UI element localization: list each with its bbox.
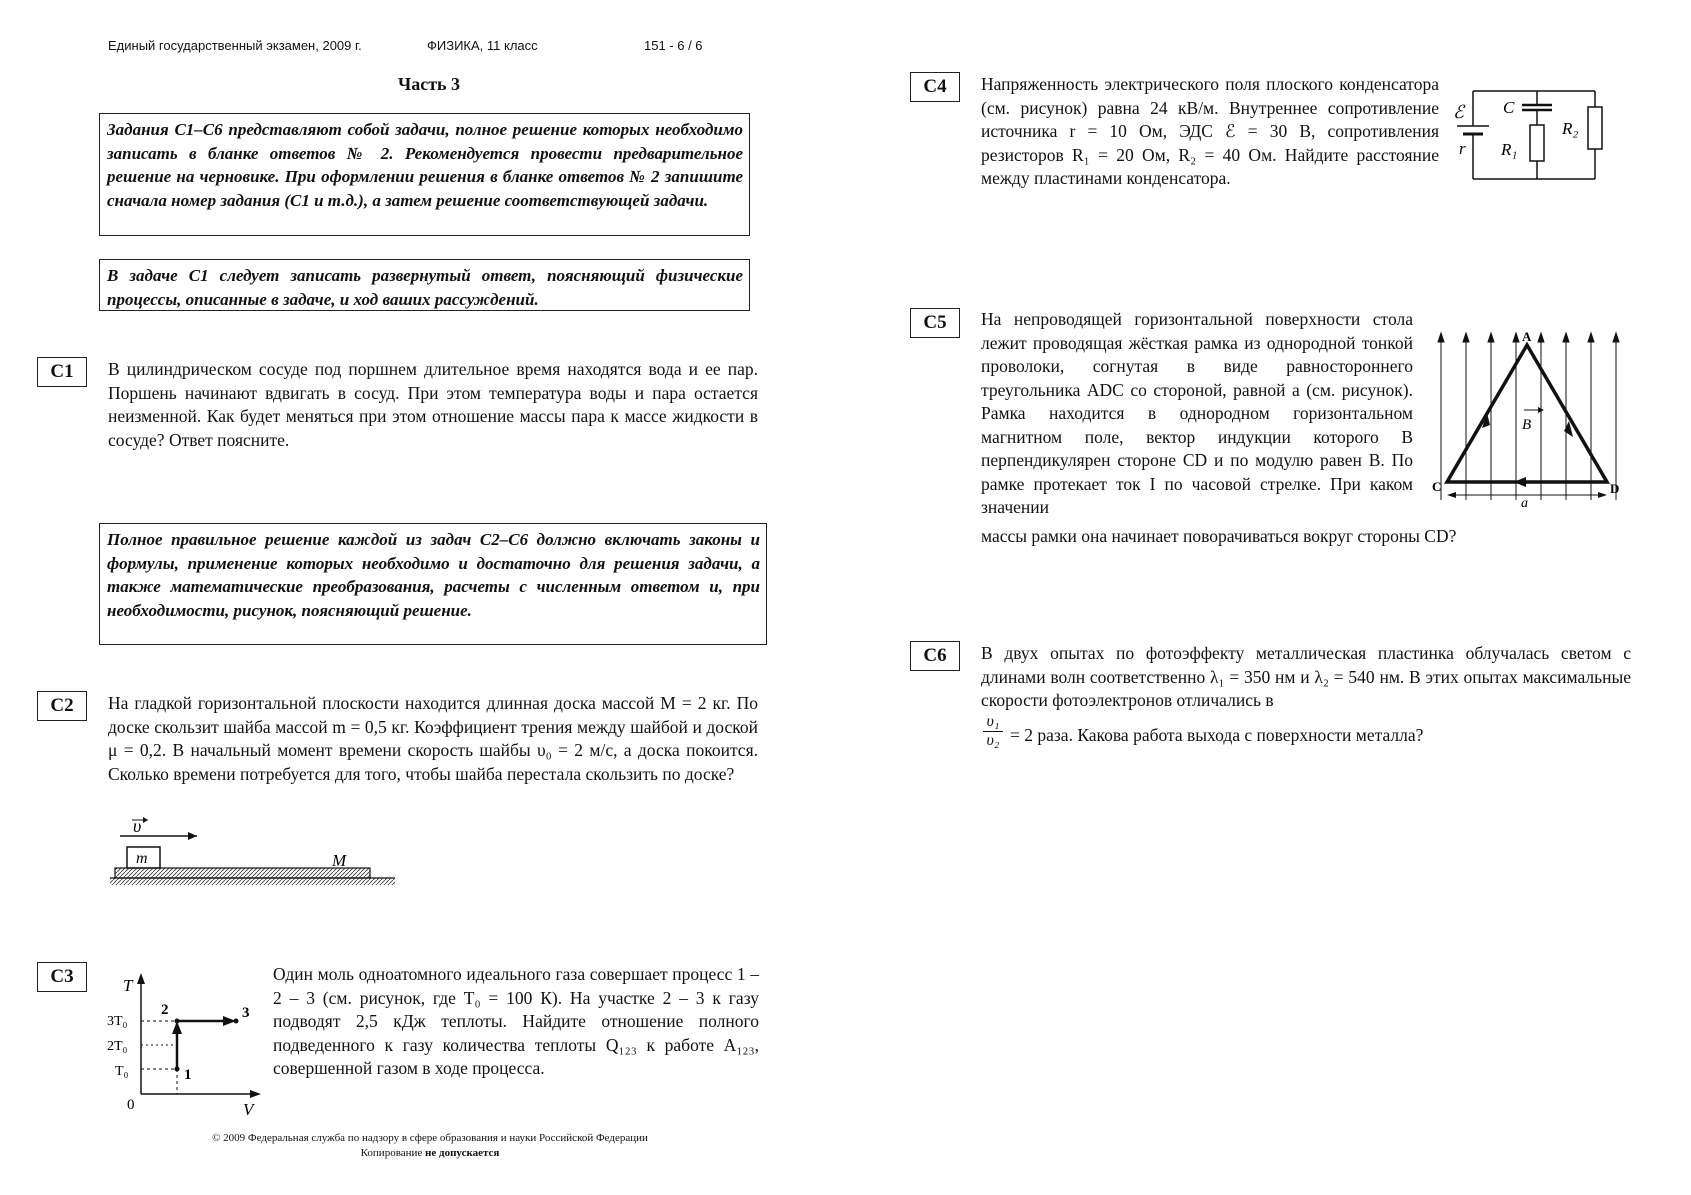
instruction-box-3: Полное правильное решение каждой из задач С2–С6 должно включать законы и формулы, применение которых необходимо и достаточно для решения задачи, а также математические преобразования, расчеты с численным ответом и, при необходимости, рисунок, поясняющий решение. (99, 523, 767, 645)
task-label-c2: C2 (37, 691, 87, 721)
vertex-a: A (1522, 329, 1532, 344)
tick-3t0: 3T₀ (107, 1014, 128, 1029)
field-b-label: B (1522, 417, 1532, 433)
footer-copyright: © 2009 Федеральная служба по надзору в сфере образования и науки Российской Федерации (212, 1132, 648, 1144)
task-text-c1: В цилиндрическом сосуде под поршнем длительное время находятся вода и ее пар. Поршень начинают вдвигать в сосуд. При этом температура воды и пара остается неизменной. Как будет меняться при этом отношение массы пара к массе жидкости в сосуде? Ответ поясните. (108, 359, 758, 450)
task-label-c4: C4 (910, 72, 960, 102)
tick-2t0: 2T₀ (107, 1039, 128, 1054)
axis-v-label: V (243, 1100, 254, 1119)
ratio-numerator: υ₁ (983, 713, 1003, 732)
task-label-c3: C3 (37, 962, 87, 992)
task-label-c5: C5 (910, 308, 960, 338)
footer (100, 1131, 760, 1161)
header-exam: Единый государственный экзамен, 2009 г. (108, 38, 362, 53)
puck-label: m (136, 850, 148, 867)
resistor-r2 (1588, 107, 1602, 149)
r2-label: R₂ (1562, 119, 1579, 138)
part-title: Часть 3 (398, 74, 461, 94)
task-text-c6: В двух опытах по фотоэффекту металлическая пластинка облучалась светом с длинами волн соответственно λ₁ = 350 нм и λ₂ = 540 нм. В этих опытах максимальные скорости фотоэлектронов отличались в (981, 643, 1631, 710)
ratio-denominator: υ₂ (986, 732, 1000, 749)
task-label-c6: C6 (910, 641, 960, 671)
axis-t-label: T (123, 976, 133, 995)
footer-copying: Копирование не допускается (360, 1147, 500, 1159)
c-label: C (1503, 98, 1515, 117)
velocity-label: υ (133, 816, 142, 836)
point-2: 2 (161, 1002, 169, 1018)
tick-t0: T₀ (115, 1064, 129, 1079)
vertex-c: C (1432, 479, 1442, 494)
r1-label: R₁ (1501, 140, 1518, 159)
c4-circuit (1445, 82, 1610, 187)
task-text-c2: На гладкой горизонтальной плоскости находится длинная доска массой M = 2 кг. По доске скользит шайба массой m = 0,5 кг. Коэффициент трения между шайбой и доской μ = 0,2. В начальный момент времени скорость шайбы υ₀ = 2 м/с, а доска покоится. Сколько времени потребуется для того, чтобы шайба перестала скользить по доске? (108, 693, 758, 784)
origin-label: 0 (127, 1097, 135, 1113)
task-text-c5-tail: массы рамки она начинает поворачиваться вокруг стороны CD? (981, 526, 1457, 546)
side-a-label: a (1521, 496, 1528, 511)
point-3: 3 (242, 1005, 250, 1021)
task-text-c5: На непроводящей горизонтальной поверхности стола лежит проводящая жёсткая рамка из однородной тонкой проволоки, согнутая в виде равностороннего треугольника ADC со стороной, равной a (см. рисунок). Рамка находится в однородном горизонтальном магнитном поле, вектор индукции которого B перпендикулярен стороне CD и по модулю равен B. По рамке протекает ток I по часовой стрелке. При каком значении (981, 309, 1413, 517)
vertex-d: D (1610, 481, 1620, 496)
task-text-c3: Один моль одноатомного идеального газа совершает процесс 1 – 2 – 3 (см. рисунок, где T₀ = 100 К). На участке 2 – 3 к газу подводят 2,5 кДж теплоты. Найдите отношение полного подведенного к газу количества теплоты Q₁₂₃ к работе A₁₂₃, совершенной газом в ходе процесса. (273, 964, 759, 1078)
header-subject: ФИЗИКА, 11 класс (427, 38, 538, 53)
table-surface (110, 878, 395, 885)
c3-graph (95, 970, 270, 1125)
triangle-frame (1447, 345, 1607, 482)
r-label: r (1459, 139, 1466, 158)
task-label-c1: C1 (37, 357, 87, 387)
task-text-c6-tail: = 2 раза. Какова работа выхода с поверхности металла? (1010, 725, 1424, 745)
c5-figure (1430, 325, 1630, 515)
emf-label: ℰ (1453, 102, 1464, 122)
point-1: 1 (184, 1067, 192, 1083)
c2-figure (105, 812, 395, 892)
velocity-ratio (983, 713, 1003, 750)
instruction-box-2: В задаче С1 следует записать развернутый ответ, поясняющий физические процессы, описанные в задаче, и ход ваших рассуждений. (99, 259, 750, 311)
header-page: 151 - 6 / 6 (644, 38, 703, 53)
board-label: M (332, 851, 347, 870)
instruction-box-1: Задания С1–С6 представляют собой задачи, полное решение которых необходимо записать в бланке ответов № 2. Рекомендуется провести предварительное решение на черновике. При оформлении решения в бланке ответов № 2 запишите сначала номер задания (С1 и т.д.), а затем решение соответствующей задачи. (99, 113, 750, 236)
task-text-c4: Напряженность электрического поля плоского конденсатора (см. рисунок) равна 24 кВ/м. Внутреннее сопротивление источника r = 10 Ом, ЭДС ℰ = 30 В, сопротивления резисторов R₁ = 20 Ом, R₂ = 40 Ом. Найдите расстояние между пластинами конденсатора. (981, 74, 1439, 188)
resistor-r1 (1530, 125, 1544, 161)
